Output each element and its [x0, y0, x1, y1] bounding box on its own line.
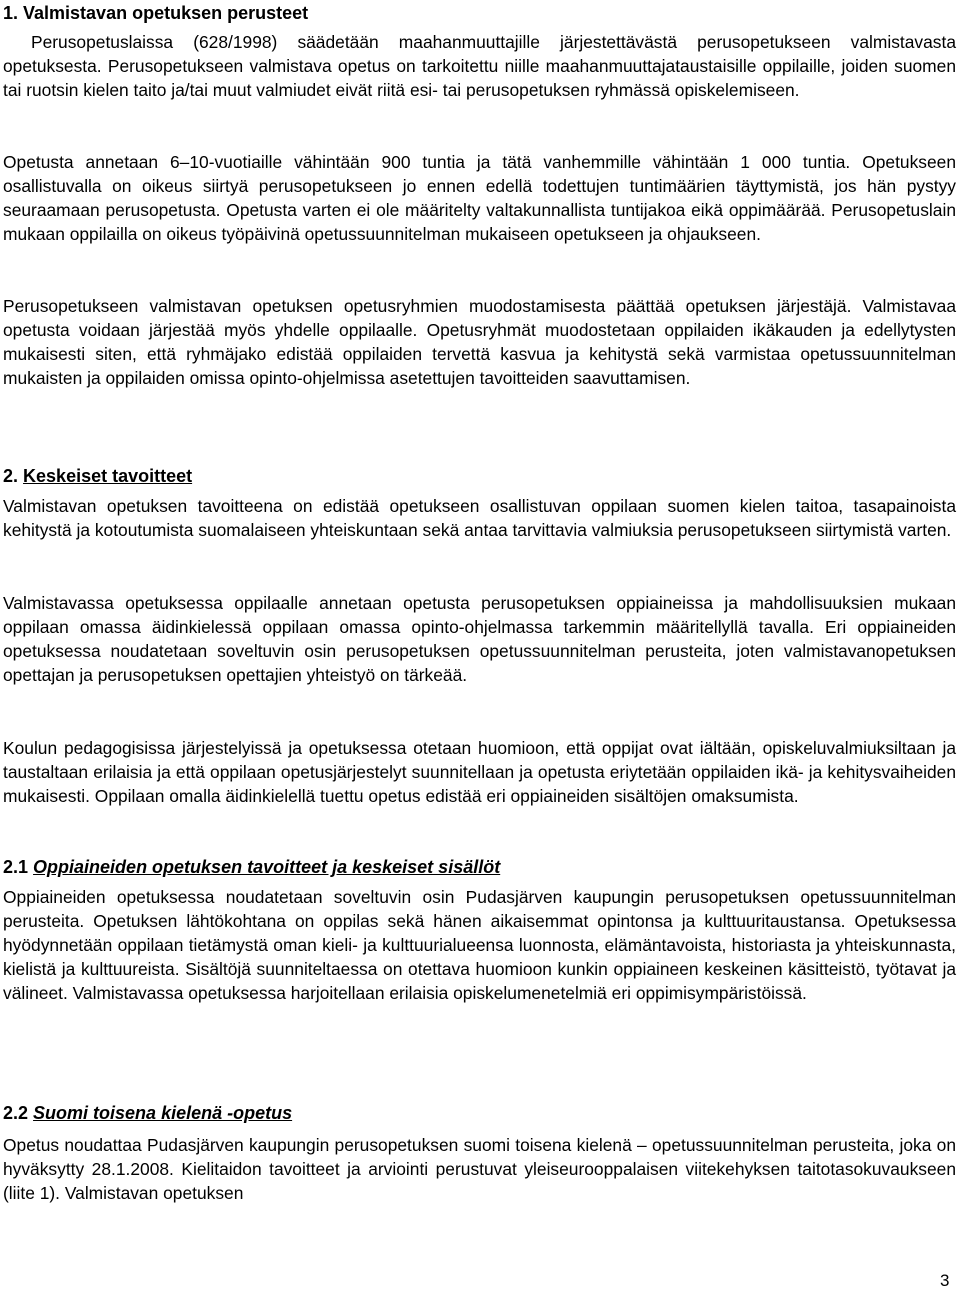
section-2-paragraph-2: Valmistavassa opetuksessa oppilaalle annetaan opetusta perusopetuksen oppiaineissa ja mahdollisuuksien mukaan oppilaan omassa äidinkielessä oppilaan omassa opinto-ohjelmassa tarkemmin määritellyllä tavalla. Eri oppiaineiden opetuksessa noudatetaan soveltuvin osin perusopetuksen opetussuunnitelman perusteita, joten valmistavanopetuksen opettajan ja perusopetuksen opettajien yhteistyö on tärkeää.	[3, 593, 956, 685]
section-2-2-heading-number: 2.2	[3, 1103, 29, 1123]
section-2-paragraph-3: Koulun pedagogisissa järjestelyissä ja opetuksessa otetaan huomioon, että oppijat ovat iältään, opiskeluvalmiuksiltaan ja taustaltaan erilaisia ja että oppilaan opetusjärjestelyt suunnitellaan ja opetusta eriytetään oppilaiden ikä- ja kehitysvaiheiden mukaisesti. Oppilaan omalla äidinkielellä tuettu opetus edistää eri oppiaineiden sisältöjen omaksumista.	[3, 738, 956, 806]
section-2-heading-number: 2.	[3, 466, 19, 486]
section-1-heading: 1. Valmistavan opetuksen perusteet	[3, 3, 309, 23]
section-2-1-heading	[3, 856, 500, 878]
section-1-paragraph-2: Opetusta annetaan 6–10-vuotiaille vähintään 900 tuntia ja tätä vanhemmille vähintään 1 000 tuntia. Opetukseen osallistuvalla on oikeus siirtyä perusopetukseen jo ennen edellä todettujen tuntimäärien täyttymistä, jos hän pystyy seuraamaan perusopetusta. Opetusta varten ei ole määritelty valtakunnallista tuntijakoa eikä oppimäärää. Perusopetuslain mukaan oppilailla on oikeus työpäivinä opetussuunnitelman mukaiseen opetukseen ja ohjaukseen.	[3, 152, 956, 244]
section-2-2-heading	[3, 1102, 292, 1124]
section-2-1-paragraph-1: Oppiaineiden opetuksessa noudatetaan soveltuvin osin Pudasjärven kaupungin perusopetuksen opetussuunnitelman perusteita. Opetuksen lähtökohtana on oppilas sekä hänen aikaisemmat opintonsa ja kulttuuritaustansa. Opetuksessa hyödynnetään oppilaan tietämystä oman kieli- ja kulttuurialueensa luonnosta, elämäntavoista, historiasta ja yhteiskunnasta, kielistä ja kulttuureista. Sisältöjä suunniteltaessa on otettava huomioon kunkin oppiaineen keskeinen käsitteistö, työtavat ja välineet. Valmistavassa opetuksessa harjoitellaan erilaisia opiskelumenetelmiä eri oppimisympäristöissä.	[3, 887, 956, 1003]
section-2-2-paragraph-1: Opetus noudattaa Pudasjärven kaupungin perusopetuksen suomi toisena kielenä – opetussuunnitelman perusteita, joka on hyväksytty 28.1.2008. Kielitaidon tavoitteet ja arviointi perustuvat yleiseurooppalaisen viitekehyksen taitotasokuvaukseen (liite 1). Valmistavan opetuksen	[3, 1135, 956, 1203]
section-1-paragraph-1: Perusopetuslaissa (628/1998) säädetään maahanmuuttajille järjestettävästä perusopetukseen valmistavasta opetuksesta. Perusopetukseen valmistava opetus on tarkoitettu niille maahanmuuttajataustaisille oppilaille, joiden suomen tai ruotsin kielen taito ja/tai muut valmiudet eivät riitä esi- tai perusopetuksen ryhmässä opiskelemiseen.	[3, 32, 956, 100]
section-2-heading	[3, 465, 192, 487]
section-2-1-heading-text: Oppiaineiden opetuksen tavoitteet ja keskeiset sisällöt	[33, 857, 501, 877]
section-2-2-heading-text: Suomi toisena kielenä -opetus	[33, 1103, 293, 1123]
section-2-heading-text: Keskeiset tavoitteet	[23, 466, 193, 486]
section-1-paragraph-3: Perusopetukseen valmistavan opetuksen opetusryhmien muodostamisesta päättää opetuksen järjestäjä. Valmistavaa opetusta voidaan järjestää myös yhdelle oppilaalle. Opetusryhmät muodostetaan oppilaiden ikäkauden ja edellytysten mukaisesti siten, että ryhmäjako edistää oppilaiden tervettä kasvua ja kehitystä sekä varmistaa opetussuunnitelman mukaisten ja oppilaiden omissa opinto-ohjelmissa asetettujen tavoitteiden saavuttamisen.	[3, 296, 956, 388]
section-2-paragraph-1: Valmistavan opetuksen tavoitteena on edistää opetukseen osallistuvan oppilaan suomen kielen taitoa, tasapainoista kehitystä ja kotoutumista suomalaiseen yhteiskuntaan sekä antaa tarvittavia valmiuksia perusopetukseen siirtymistä varten.	[3, 496, 956, 540]
section-2-1-heading-number: 2.1	[3, 857, 29, 877]
page-number: 3	[940, 1271, 950, 1290]
